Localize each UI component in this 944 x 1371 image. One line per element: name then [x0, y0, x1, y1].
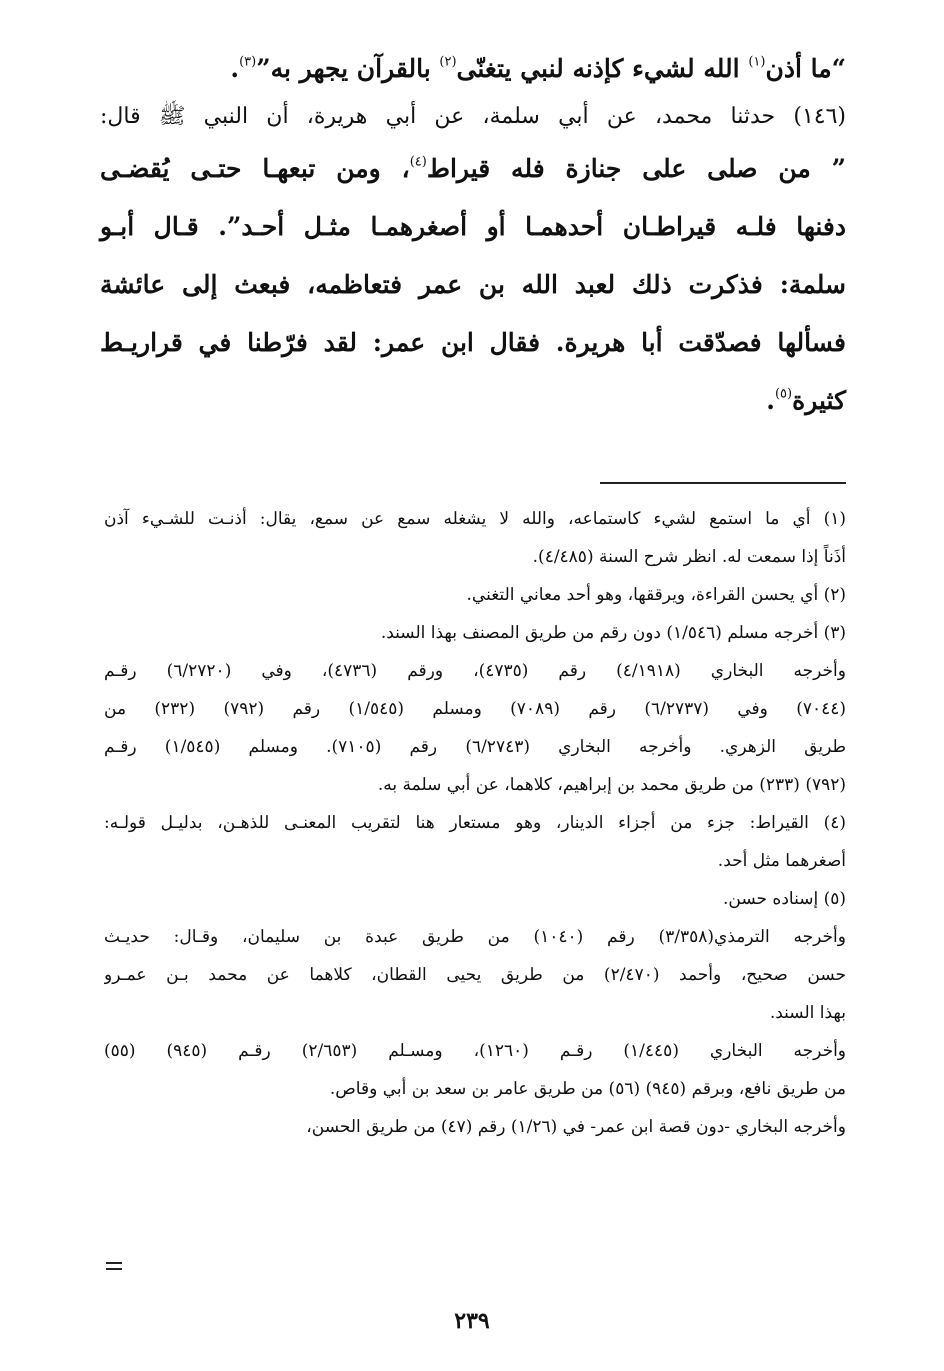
footnote-3-line-4: طريق الزهري. وأخرجه البخاري (٦/٢٧٤٣) رقم (٧١٠٥). ومسلم (١/٥٤٥) رقـم: [104, 737, 846, 757]
footnote-3-line-2: وأخرجه البخاري (٤/١٩١٨) رقم (٤٧٣٥)، ورقم (٤٧٣٦)، وفي (٦/٢٧٢٠) رقـم: [104, 661, 846, 681]
footnote-ref-2[interactable]: (٢): [439, 54, 457, 70]
matn-line-5-dot: .: [766, 386, 775, 415]
footnote-5-line-5: وأخرجه البخاري (١/٤٤٥) رقـم (١٢٦٠)، ومسـلم (٢/٦٥٣) رقـم (٩٤٥) (٥٥): [104, 1041, 846, 1061]
footnote-2: (٢) أي يحسن القراءة، ويرققها، وهو أحد معاني التغني.: [466, 585, 846, 605]
footnote-ref-1[interactable]: (١): [748, 54, 766, 70]
matn-line-1-text: ” من صلى على جنازة فله قيراط: [426, 154, 846, 183]
footnote-ref-5[interactable]: (٥): [774, 386, 793, 402]
footnote-5-line-2: وأخرجه الترمذي(٣/٣٥٨) رقم (١٠٤٠) من طريق عبدة بن سليمان، وقـال: حديـث: [104, 927, 846, 947]
hadith-146-matn: [100, 140, 846, 430]
footnote-1-line-1: (١) أي ما استمع لشيء كاستماعه، والله لا يشغله سمع عن سمع، يقال: أذنـت للشـيء آذن: [104, 509, 846, 529]
continuation-mark: [106, 1262, 122, 1270]
opening-hadith-line: [100, 44, 846, 94]
matn-line-4: فسألها فصدّقت أبا هريرة. فقال ابن عمر: لقد فرّطنا في قراريـط: [100, 328, 846, 357]
main-text: [100, 44, 846, 430]
footnote-5-line-6: من طريق نافع، وبرقم (٩٤٥) (٥٦) من طريق عامر بن سعد بن أبي وقاص.: [329, 1079, 846, 1099]
opening-mid: الله لشيء كإذنه لنبي يتغنّى: [456, 54, 749, 83]
footnote-1-line-2: أذَناً إذا سمعت له. انظر شرح السنة (٤/٤٨٥).: [532, 547, 846, 567]
footnote-3-line-3: (٧٠٤٤) وفي (٦/٢٧٣٧) رقم (٧٠٨٩) ومسلم (١/٥٤٥) رقم (٧٩٢) (٢٣٢) من: [104, 699, 846, 719]
footnotes: [104, 500, 846, 1146]
footnote-4-line-2: أصغرهما مثل أحد.: [717, 851, 846, 871]
footnote-ref-3[interactable]: (٣): [239, 54, 257, 70]
hadith-146-isnad: (١٤٦) حدثنا محمد، عن أبي سلمة، عن أبي هريرة، أن النبي ﷺ قال:: [100, 104, 846, 129]
matn-line-5: [100, 372, 846, 430]
footnote-5-line-4: بهذا السند.: [769, 1003, 846, 1023]
footnote-5-line-7: وأخرجه البخاري -دون قصة ابن عمر- في (١/٢٦) رقم (٤٧) من طريق الحسن،: [306, 1117, 846, 1137]
footnote-separator: [600, 482, 846, 484]
page-number: ٢٣٩: [454, 1308, 490, 1334]
opening-end: بالقرآن يجهر به”: [256, 54, 440, 83]
footnote-5-line-1: (٥) إسناده حسن.: [723, 889, 846, 909]
footnote-3-line-5: (٧٩٢) (٢٣٣) من طريق محمد بن إبراهيم، كلاهما، عن أبي سلمة به.: [377, 775, 846, 795]
footnote-5-line-3: حسن صحيح، وأحمد (٢/٤٧٠) من طريق يحيى القطان، كلاهما عن محمد بـن عمـرو: [104, 965, 846, 985]
matn-line-3: سلمة: فذكرت ذلك لعبد الله بن عمر فتعاظمه، فبعث إلى عائشة: [100, 270, 846, 299]
matn-line-5-text: كثيرة: [792, 386, 846, 415]
matn-line-1: [100, 140, 846, 198]
footnote-3-line-1: (٣) أخرجه مسلم (١/٥٤٦) دون رقم من طريق المصنف بهذا السند.: [380, 623, 846, 643]
footnote-4-line-1: (٤) القيراط: جزء من أجزاء الدينار، وهو مستعار هنا لتقريب المعنـى للذهـن، بدليـل قولـه:: [104, 813, 846, 833]
footnote-ref-4[interactable]: (٤): [409, 154, 427, 170]
matn-line-2: دفنها فلـه قيراطـان أحدهمـا أو أصغرهمـا مثـل أحـد”. قـال أبـو: [100, 212, 846, 241]
opening-text: “ما أذن: [765, 54, 846, 83]
opening-dot: .: [230, 54, 240, 83]
matn-line-1-end: ، ومن تبعهـا حتـى يُقضـى: [100, 154, 410, 183]
